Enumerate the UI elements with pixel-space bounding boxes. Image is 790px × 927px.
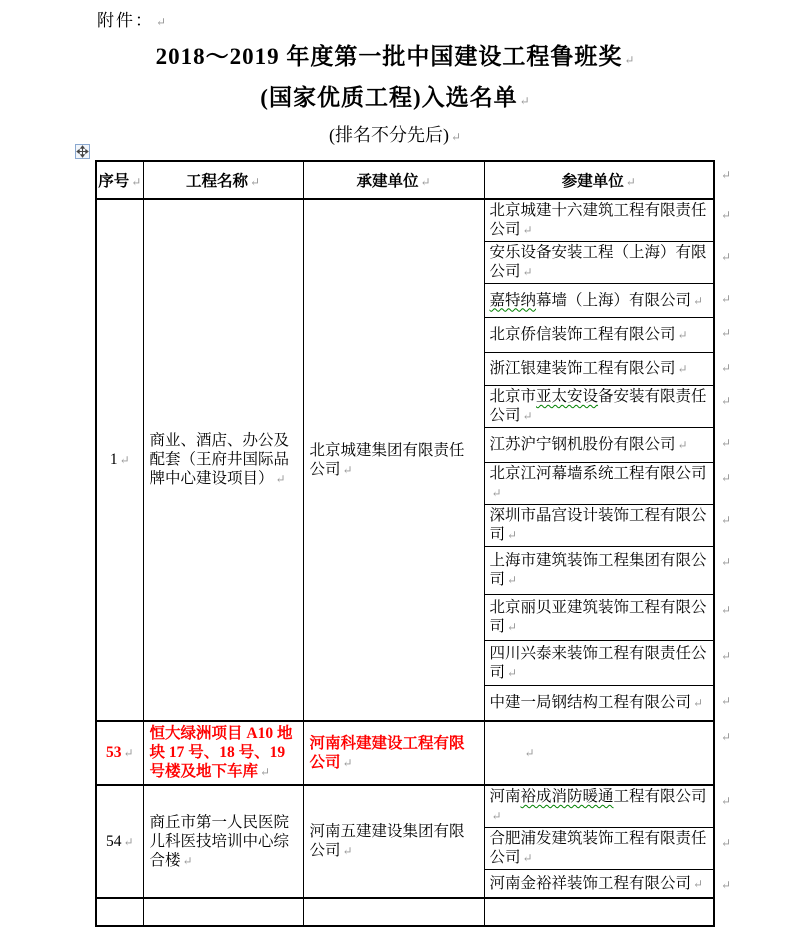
participant-cell: 江苏沪宁钢机股份有限公司 ↵ ↵	[484, 428, 714, 463]
cell-end-mark: ↵	[677, 438, 688, 452]
paragraph-mark: ↵	[450, 130, 462, 144]
contractor-cell-text: 河南五建建设集团有限公司	[309, 823, 465, 859]
cell-end-mark: ↵	[342, 844, 353, 858]
cell-end-mark: ↵	[491, 809, 502, 823]
participant-cell: 北京江河幕墙系统工程有限公司↵ ↵	[484, 463, 714, 505]
title-line1-text: 2018～2019 年度第一批中国建设工程鲁班奖	[155, 44, 623, 69]
partial-cell	[484, 898, 714, 926]
participant-cell: 北京侨信装饰工程有限公司 ↵ ↵	[484, 318, 714, 353]
row-end-mark: ↵	[720, 326, 731, 340]
cell-end-mark: ↵	[522, 223, 533, 237]
cell-end-mark: ↵	[507, 528, 518, 542]
row-end-mark: ↵	[720, 513, 731, 527]
cell-end-mark: ↵	[119, 453, 130, 467]
attachment-text: 附件：	[97, 11, 154, 30]
cell-end-mark: ↵	[123, 746, 134, 760]
cell-end-mark: ↵	[522, 851, 533, 865]
contractor-cell-text: 河南科建建设工程有限公司	[309, 734, 465, 771]
participant-cell: 上海市建筑装饰工程集团有限公司 ↵ ↵	[484, 547, 714, 595]
participant-cell: 深圳市晶宫设计装饰工程有限公司 ↵ ↵	[484, 505, 714, 547]
award-table	[95, 160, 731, 927]
participant-cell: 河南裕成消防暖通工程有限公司↵ ↵	[484, 785, 714, 828]
participant-cell: 四川兴泰来装饰工程有限责任公司 ↵ ↵	[484, 641, 714, 686]
header-cell-participant	[484, 161, 731, 199]
paragraph-mark: ↵	[519, 94, 530, 108]
contractor-cell-text: 北京城建集团有限责任公司	[309, 441, 465, 478]
project-name-cell-text: 商丘市第一人民医院儿科医技培训中心综合楼	[149, 813, 290, 869]
cell-end-mark: ↵	[182, 853, 193, 868]
row-end-mark: ↵	[720, 555, 731, 569]
participant-cell: 北京城建十六建筑工程有限责任公司 ↵ ↵	[484, 199, 714, 242]
serial-cell	[96, 199, 143, 721]
header-contractor-text: 承建单位	[356, 173, 419, 190]
serial-cell-text: 1	[109, 451, 118, 468]
cell-end-mark: ↵	[693, 293, 704, 308]
cell-end-mark: ↵	[522, 409, 533, 423]
row-end-mark: ↵	[720, 394, 731, 408]
serial-cell	[96, 721, 143, 785]
move-icon	[77, 146, 88, 157]
cell-end-mark: ↵	[524, 746, 535, 760]
contractor-cell	[303, 199, 484, 721]
table-row	[96, 785, 714, 828]
row-end-mark: ↵	[720, 836, 731, 850]
paragraph-mark: ↵	[156, 15, 167, 29]
header-project-text: 工程名称	[185, 173, 248, 190]
row-end-mark: ↵	[720, 168, 731, 182]
spellcheck-underline: 裕成消防暖通	[520, 788, 614, 805]
row-end-mark: ↵	[720, 794, 731, 808]
contractor-cell	[303, 785, 484, 898]
header-no-text: 序号	[98, 173, 130, 190]
row-end-mark: ↵	[720, 471, 731, 485]
row-end-mark: ↵	[720, 292, 731, 306]
cell-end-mark: ↵	[693, 696, 704, 710]
paragraph-mark: ↵	[624, 53, 635, 67]
participant-cell: 合肥浦发建筑装饰工程有限责任公司 ↵ ↵	[484, 828, 714, 870]
participant-cell-empty	[484, 721, 731, 785]
header-cell-project	[143, 161, 303, 199]
project-name-cell	[143, 721, 303, 785]
table-row	[96, 199, 714, 242]
project-name-cell	[143, 785, 303, 898]
participant-cell: 安乐设备安装工程（上海）有限公司 ↵ ↵	[484, 242, 714, 284]
header-cell-contractor	[303, 161, 484, 199]
partial-cell	[96, 898, 143, 926]
award-table-body	[96, 199, 731, 926]
participant-cell: 北京丽贝亚建筑装饰工程有限公司 ↵ ↵	[484, 595, 714, 641]
cell-end-mark: ↵	[507, 573, 518, 587]
cell-end-mark: ↵	[131, 175, 142, 189]
cell-end-mark: ↵	[522, 265, 533, 279]
subtitle-text: (排名不分先后)	[328, 125, 449, 145]
title-block	[0, 38, 790, 152]
contractor-cell	[303, 721, 484, 785]
header-cell-no	[96, 161, 143, 199]
row-end-mark: ↵	[720, 250, 731, 264]
cell-end-mark: ↵	[677, 328, 688, 342]
row-end-mark: ↵	[720, 649, 731, 663]
cell-end-mark: ↵	[693, 876, 704, 891]
document-subtitle	[0, 120, 790, 152]
cell-end-mark: ↵	[625, 175, 636, 189]
row-end-mark: ↵	[720, 361, 731, 375]
cell-end-mark: ↵	[249, 175, 261, 189]
table-row	[96, 721, 714, 785]
participant-cell: 嘉特纳幕墙（上海）有限公司 ↵ ↵	[484, 284, 714, 318]
header-participant-text: 参建单位	[561, 173, 624, 190]
participant-cell: 河南金裕祥装饰工程有限公司 ↵ ↵	[484, 870, 714, 899]
spellcheck-underline: 亚太安设	[536, 388, 599, 405]
cell-end-mark: ↵	[677, 362, 688, 376]
table-move-handle-icon[interactable]	[75, 144, 90, 159]
attachment-label	[97, 6, 166, 31]
cell-end-mark: ↵	[275, 472, 286, 486]
project-name-cell-text: 商业、酒店、办公及配套（王府井国际品牌中心建设项目）	[149, 432, 290, 487]
table-row-partial	[96, 898, 714, 926]
row-end-mark: ↵	[720, 603, 731, 617]
project-name-cell	[143, 199, 303, 721]
participant-cell: 中建一局钢结构工程有限公司 ↵ ↵	[484, 686, 714, 722]
document-title-line2	[0, 79, 790, 120]
row-end-mark: ↵	[720, 436, 731, 450]
award-table-header	[96, 161, 731, 199]
cell-end-mark: ↵	[342, 755, 353, 770]
participant-cell: 北京市亚太安设备安装有限责任公司 ↵ ↵	[484, 386, 714, 428]
cell-end-mark: ↵	[342, 462, 353, 477]
cell-end-mark: ↵	[260, 765, 271, 779]
project-name-cell-text: 恒大绿洲项目 A10 地块 17 号、18 号、19 号楼及地下车库	[149, 725, 293, 780]
document-title-line1	[0, 38, 790, 79]
award-table-container	[95, 160, 735, 892]
header-row	[96, 161, 714, 199]
cell-end-mark: ↵	[491, 486, 502, 500]
spellcheck-underline: 嘉特纳	[489, 291, 537, 309]
partial-cell	[303, 898, 484, 926]
row-end-mark: ↵	[720, 730, 731, 744]
cell-end-mark: ↵	[123, 834, 134, 849]
serial-cell	[96, 785, 143, 898]
row-end-mark: ↵	[720, 208, 731, 222]
row-end-mark: ↵	[720, 878, 731, 892]
row-end-mark: ↵	[720, 694, 731, 708]
serial-cell-text: 54	[105, 832, 122, 850]
cell-end-mark: ↵	[507, 665, 518, 680]
title-line2-text: (国家优质工程)入选名单	[260, 85, 518, 110]
cell-end-mark: ↵	[507, 620, 518, 634]
cell-end-mark: ↵	[420, 175, 431, 189]
partial-cell	[143, 898, 303, 926]
participant-cell: 浙江银建装饰工程有限公司 ↵ ↵	[484, 353, 714, 386]
serial-cell-text: 53	[105, 744, 122, 761]
